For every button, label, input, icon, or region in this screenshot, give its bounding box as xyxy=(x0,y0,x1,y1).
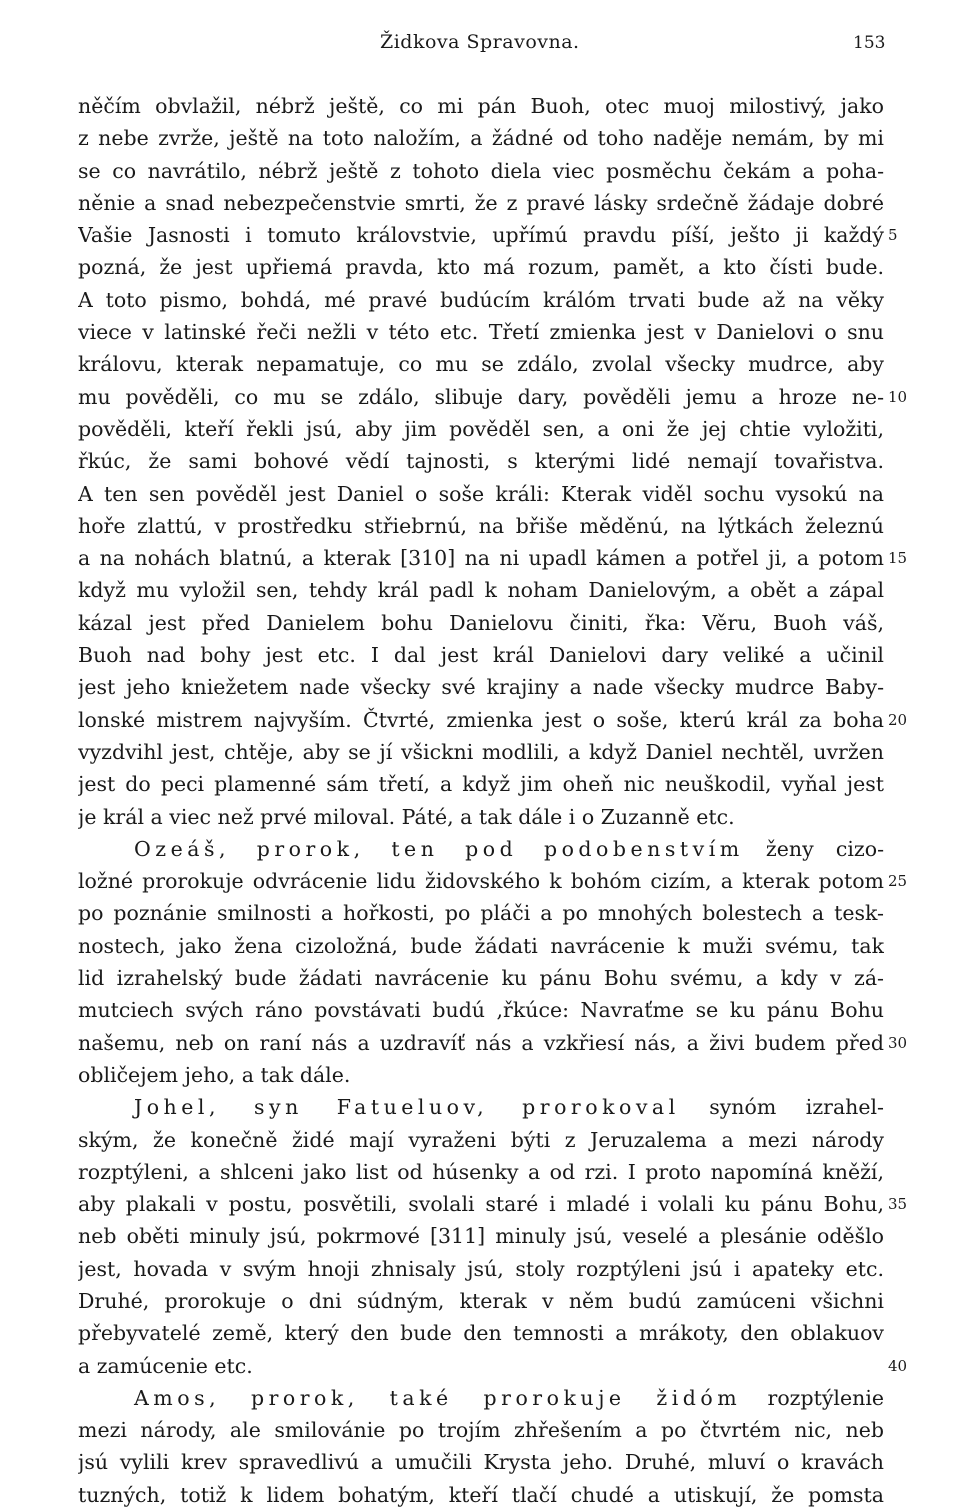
text-line: když mu vyložil sen, tehdy král padl k noham Danielovým, a obět a zápal xyxy=(78,578,884,603)
text-line: kázal jest před Danielem bohu Danielovu činiti, řka: Věru, Buoh váš, xyxy=(78,610,884,635)
body-text xyxy=(78,90,884,1511)
text-line: aby plakali v postu, posvětili, svolali staré i mladé i volali ku pánu Bohu, xyxy=(78,1192,884,1217)
text-line: viece v latinské řeči nežli v této etc. Třetí zmienka jest v Danielovi o snu xyxy=(78,320,884,345)
text-line: ským, že konečně židé mají vyraženi býti z Jeruzalema a mezi národy xyxy=(78,1127,884,1152)
text-line: královu, kterak nepamatuje, co mu se zdálo, zvolal všecky mudrce, aby xyxy=(78,352,884,377)
text-line: lid izrahelský bude žádati navrácenie ku pánu Bohu svému, a kdy v zá- xyxy=(78,966,884,991)
text-line: mezi národy, ale smilovánie po trojím zhřešením a po čtvrtém nic, neb xyxy=(78,1418,884,1443)
text-line: něnie a snad nebezpečenstvie smrti, že z pravé lásky srdečně žádaje dobré xyxy=(78,190,884,215)
line-number: 20 xyxy=(888,710,908,729)
text-line: Vašie Jasnosti i tomuto královstvie, upřímú pravdu píší, ješto ji každý xyxy=(78,223,884,248)
text-line: A toto pismo, bohdá, mé pravé budúcím králóm trvati bude až na věky xyxy=(78,287,884,312)
text-line xyxy=(78,1382,884,1414)
text-line: mutciech svých ráno povstávati budú ,řkúce: Navraťme se ku pánu Bohu xyxy=(78,998,884,1023)
line-rest: synóm izrahel- xyxy=(679,1095,884,1120)
text-line: a na nohách blatnú, a kterak [310] na ni upadl kámen a potřel ji, a potom xyxy=(78,546,884,571)
text-line: řkúc, že sami bohové vědí tajnosti, s kterými lidé nemají tovařistva. xyxy=(78,449,884,474)
text-line: lonské mistrem najvyším. Čtvrté, zmienka jest o soše, kterú král za boha xyxy=(78,707,884,732)
running-title: Židkova Spravovna. xyxy=(380,31,580,53)
text-line: pověděli, kteří řekli jsú, aby jim pověděl sen, a oni že jej chtie vyložiti, xyxy=(78,416,884,441)
line-number: 40 xyxy=(888,1356,908,1375)
text-line: našemu, neb on raní nás a uzdravíť nás a vzkřiesí nás, a živi budem před xyxy=(78,1030,884,1055)
text-line: vyzdvihl jest, chtěje, aby se jí všickni modlili, a když Daniel nechtěl, uvržen xyxy=(78,739,884,764)
text-line: hoře zlattú, v prostředku střiebrnú, na břiše měděnú, na lýtkách železnú xyxy=(78,513,884,538)
text-line: nostech, jako žena cizoložná, bude žádati navrácenie k muži svému, tak xyxy=(78,933,884,958)
text-line xyxy=(78,833,884,865)
spaced-heading: Johel, syn Fatueluov, prorokoval xyxy=(134,1095,680,1120)
text-line: jest, hovada v svým hnoji zhnisaly jsú, stoly rozptýleni jsú i apateky etc. xyxy=(78,1256,884,1281)
text-line: jsú vylili krev spravedlivú a umučili Krysta jeho. Druhé, mluví o kravách xyxy=(78,1450,884,1475)
text-line: přebyvatelé země, který den bude den temnosti a mrákoty, den oblakuov xyxy=(78,1321,884,1346)
text-line: rozptýleni, a shlceni jako list od húsenky a od rzi. I proto napomíná kněží, xyxy=(78,1159,884,1184)
line-number: 5 xyxy=(888,226,898,245)
spaced-heading: Amos, prorok, také prorokuje židóm xyxy=(134,1385,742,1410)
page-number: 153 xyxy=(853,33,886,53)
text-line: Buoh nad bohy jest etc. I dal jest král Danielovi dary veliké a učinil xyxy=(78,643,884,668)
line-number: 30 xyxy=(888,1033,908,1052)
text-line: je král a viec než prvé miloval. Páté, a tak dále i o Zuzanně etc. xyxy=(78,804,735,829)
text-line: tuzných, totiž k lidem bohatým, kteří tlačí chudé a utiskují, že pomsta xyxy=(78,1482,884,1507)
text-line: z nebe zvrže, ještě na toto naložím, a žádné od toho naděje nemám, by mi xyxy=(78,126,884,151)
line-rest: rozptýlenie xyxy=(741,1385,884,1410)
text-line: se co navrátilo, nébrž ještě z tohoto diela viec posměchu čekám a poha- xyxy=(78,158,884,183)
text-line: obličejem jeho, a tak dále. xyxy=(78,1062,351,1087)
text-line xyxy=(78,1091,884,1123)
line-number: 10 xyxy=(888,387,908,406)
text-line: ložné prorokuje odvrácenie lidu židovského k bohóm cizím, a kterak potom xyxy=(78,869,884,894)
line-number: 25 xyxy=(888,872,908,891)
line-number: 35 xyxy=(888,1195,908,1214)
text-line: Druhé, prorokuje o dni súdným, kterak v něm budú zamúceni všichni xyxy=(78,1288,884,1313)
line-rest: ženy cizo- xyxy=(743,836,884,861)
spaced-heading: Ozeáš, prorok, ten pod podobenstvím xyxy=(134,836,744,861)
text-line: po poznánie smilnosti a hořkosti, po pláči a po mnohých bolestech a tesk- xyxy=(78,901,884,926)
text-line: něčím obvlažil, nébrž ještě, co mi pán Buoh, otec muoj milostivý, jako xyxy=(78,94,884,118)
line-number: 15 xyxy=(888,549,908,568)
text-line: pozná, že jest upřiemá pravda, kto má rozum, pamět, a kto čísti bude. xyxy=(78,255,884,280)
text-line: A ten sen pověděl jest Daniel o soše králi: Kterak viděl sochu vysokú na xyxy=(78,481,884,506)
text-line: mu pověděli, co mu se zdálo, slibuje dary, pověděli jemu a hroze ne- xyxy=(78,384,884,409)
text-line: jest do peci plamenné sám třetí, a když jim oheň nic neuškodil, vyňal jest xyxy=(78,772,884,797)
text-line: neb oběti minuly jsú, pokrmové [311] minuly jsú, veselé a plesánie oděšlo xyxy=(78,1224,884,1249)
text-line: jest jeho kniežetem nade všecky své krajiny a nade všecky mudrce Baby- xyxy=(78,675,884,700)
text-line: a zamúcenie etc. xyxy=(78,1353,253,1378)
